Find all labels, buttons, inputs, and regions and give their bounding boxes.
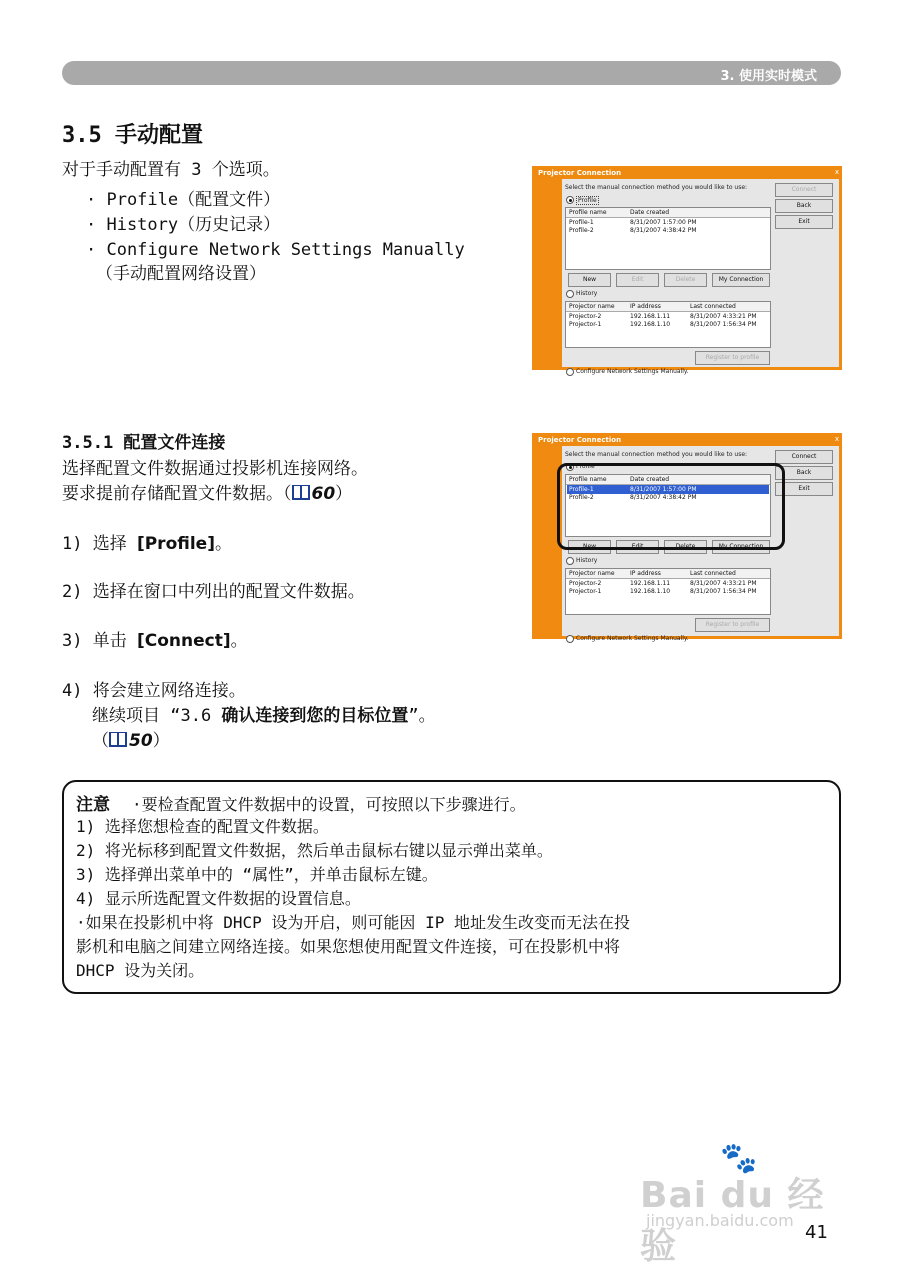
watermark-brand: Bai du 经验 — [640, 1175, 825, 1267]
note-line: ·如果在投影机中将 DHCP 设为开启，则可能因 IP 地址发生改变而无法在投 — [76, 913, 630, 932]
chapter-title: 3. 使用实时模式 — [720, 69, 817, 84]
step1-text: 1) 选择 — [62, 534, 137, 554]
profile-row-name[interactable]: Profile-2 — [569, 227, 594, 234]
column-header[interactable]: Projector name — [569, 570, 615, 577]
connect-button[interactable]: Connect — [775, 183, 833, 197]
history-row-ip: 192.168.1.10 — [630, 588, 671, 595]
step-3 — [62, 629, 248, 653]
section-title: 3.5 手动配置 — [62, 123, 203, 148]
dialog-title: Projector Connection — [534, 168, 840, 179]
subsection-desc-2 — [62, 482, 352, 506]
ref-close: ） — [152, 731, 170, 751]
radio-profile-label: Profile — [576, 463, 595, 470]
step3-text: 3) 单击 — [62, 631, 137, 651]
note-line: DHCP 设为关闭。 — [76, 961, 205, 980]
page-reference[interactable]: 60 — [311, 484, 336, 504]
back-button[interactable]: Back — [775, 466, 833, 480]
column-header[interactable]: IP address — [630, 303, 661, 310]
radio-manual[interactable] — [566, 368, 574, 376]
subsection-desc-1: 选择配置文件数据通过投影机连接网络。 — [62, 459, 368, 479]
column-header[interactable]: Profile name — [569, 476, 607, 483]
close-icon[interactable]: x — [834, 168, 839, 176]
note-line: 影机和电脑之间建立网络连接。如果您想使用配置文件连接，可在投影机中将 — [76, 937, 621, 956]
my-connection-button[interactable]: My Connection — [712, 273, 770, 287]
exit-button[interactable]: Exit — [775, 215, 833, 229]
connect-keyword: [Connect] — [136, 631, 231, 651]
book-icon — [109, 732, 127, 747]
step-4-continue — [92, 704, 436, 728]
delete-button[interactable]: Delete — [664, 273, 707, 287]
dialog-prompt: Select the manual connection method you would like to use: — [565, 184, 748, 191]
edit-button[interactable]: Edit — [616, 540, 659, 554]
profile-row-date: 8/31/2007 4:38:42 PM — [630, 494, 697, 501]
edit-button[interactable]: Edit — [616, 273, 659, 287]
close-icon[interactable]: x — [834, 435, 839, 443]
option-manual: · Configure Network Settings Manually — [86, 240, 465, 260]
profile-row-date: 8/31/2007 4:38:42 PM — [630, 227, 697, 234]
desc2-text: 要求提前存储配置文件数据。（ — [62, 484, 292, 504]
callout-highlight-frame — [557, 463, 785, 550]
section-intro: 对于手动配置有 3 个选项。 — [62, 160, 280, 180]
step-4-ref — [92, 729, 170, 753]
back-button[interactable]: Back — [775, 199, 833, 213]
radio-manual-label: Configure Network Settings Manually. — [576, 635, 689, 642]
column-header[interactable]: Profile name — [569, 209, 607, 216]
page-reference[interactable]: 50 — [129, 731, 153, 751]
step4-end: ”。 — [408, 706, 436, 726]
note-box — [62, 780, 841, 994]
exit-button[interactable]: Exit — [775, 482, 833, 496]
projector-connection-dialog-1 — [532, 166, 842, 375]
radio-history[interactable] — [566, 290, 574, 298]
column-header[interactable]: Projector name — [569, 303, 615, 310]
history-row-name[interactable]: Projector-1 — [569, 588, 602, 595]
history-row-name[interactable]: Projector-2 — [569, 580, 602, 587]
history-row-last: 8/31/2007 1:56:34 PM — [690, 588, 757, 595]
history-row-ip: 192.168.1.11 — [630, 313, 671, 320]
radio-history-label: History — [576, 290, 598, 297]
note-line: 3) 选择弹出菜单中的 “属性”，并单击鼠标左键。 — [76, 865, 438, 884]
column-header[interactable]: Date created — [630, 209, 670, 216]
radio-manual-label: Configure Network Settings Manually. — [576, 368, 689, 375]
column-header[interactable]: Last connected — [690, 303, 736, 310]
history-row-name[interactable]: Projector-1 — [569, 321, 602, 328]
history-row-last: 8/31/2007 4:33:21 PM — [690, 313, 757, 320]
book-icon — [292, 485, 310, 500]
confirm-target-link[interactable]: 确认连接到您的目标位置 — [221, 706, 409, 726]
column-header[interactable]: Last connected — [690, 570, 736, 577]
history-row-name[interactable]: Projector-2 — [569, 313, 602, 320]
watermark-url: jingyan.baidu.com — [646, 1211, 794, 1230]
note-line: 4) 显示所选配置文件数据的设置信息。 — [76, 889, 361, 908]
history-row-ip: 192.168.1.10 — [630, 321, 671, 328]
my-connection-button[interactable]: My Connection — [712, 540, 770, 554]
register-to-profile-button[interactable]: Register to profile — [695, 351, 770, 365]
step-4: 4) 将会建立网络连接。 — [62, 681, 246, 701]
step1-end: 。 — [214, 534, 232, 554]
history-row-last: 8/31/2007 4:33:21 PM — [690, 580, 757, 587]
note-line: 1) 选择您想检查的配置文件数据。 — [76, 817, 329, 836]
note-line: 2) 将光标移到配置文件数据，然后单击鼠标右键以显示弹出菜单。 — [76, 841, 553, 860]
step3-end: 。 — [230, 631, 248, 651]
profile-keyword: [Profile] — [136, 534, 215, 554]
radio-history[interactable] — [566, 557, 574, 565]
history-row-last: 8/31/2007 1:56:34 PM — [690, 321, 757, 328]
profile-row-name[interactable]: Profile-2 — [569, 494, 594, 501]
radio-history-label: History — [576, 557, 598, 564]
history-list[interactable] — [565, 568, 771, 615]
radio-profile-label: Profile — [578, 197, 597, 204]
page-number: 41 — [805, 1222, 828, 1243]
note-first-line — [76, 790, 526, 815]
step-1 — [62, 532, 232, 556]
step4-text: 继续项目 “3.6 — [92, 706, 222, 726]
desc2-close: ） — [335, 484, 353, 504]
new-button[interactable]: New — [568, 540, 611, 554]
step-2: 2) 选择在窗口中列出的配置文件数据。 — [62, 582, 365, 602]
column-header[interactable]: Date created — [630, 476, 670, 483]
note-label: 注意 — [76, 795, 110, 815]
paw-icon: 🐾 — [720, 1141, 758, 1176]
dialog-prompt: Select the manual connection method you would like to use: — [565, 451, 748, 458]
profile-list[interactable] — [565, 207, 771, 270]
radio-profile[interactable] — [566, 196, 574, 204]
profile-row-date: 8/31/2007 1:57:00 PM — [630, 219, 697, 226]
subsection-title: 3.5.1 配置文件连接 — [62, 433, 226, 453]
delete-button[interactable]: Delete — [664, 540, 707, 554]
history-row-ip: 192.168.1.11 — [630, 580, 671, 587]
profile-row-date: 8/31/2007 1:57:00 PM — [630, 486, 697, 493]
ref-open: （ — [92, 731, 109, 751]
connect-button[interactable]: Connect — [775, 450, 833, 464]
new-button[interactable]: New — [568, 273, 611, 287]
profile-row-name[interactable]: Profile-1 — [569, 486, 594, 493]
column-header[interactable]: IP address — [630, 570, 661, 577]
note-line: ·要检查配置文件数据中的设置，可按照以下步骤进行。 — [132, 795, 526, 814]
option-profile: · Profile（配置文件） — [86, 190, 281, 210]
chapter-header-bar — [62, 61, 841, 85]
option-history: · History（历史记录） — [86, 215, 281, 235]
option-manual-cn: （手动配置网络设置） — [96, 264, 266, 284]
dialog-title: Projector Connection — [534, 435, 840, 446]
register-to-profile-button[interactable]: Register to profile — [695, 618, 770, 632]
history-list[interactable] — [565, 301, 771, 348]
profile-row-name[interactable]: Profile-1 — [569, 219, 594, 226]
radio-manual[interactable] — [566, 635, 574, 643]
